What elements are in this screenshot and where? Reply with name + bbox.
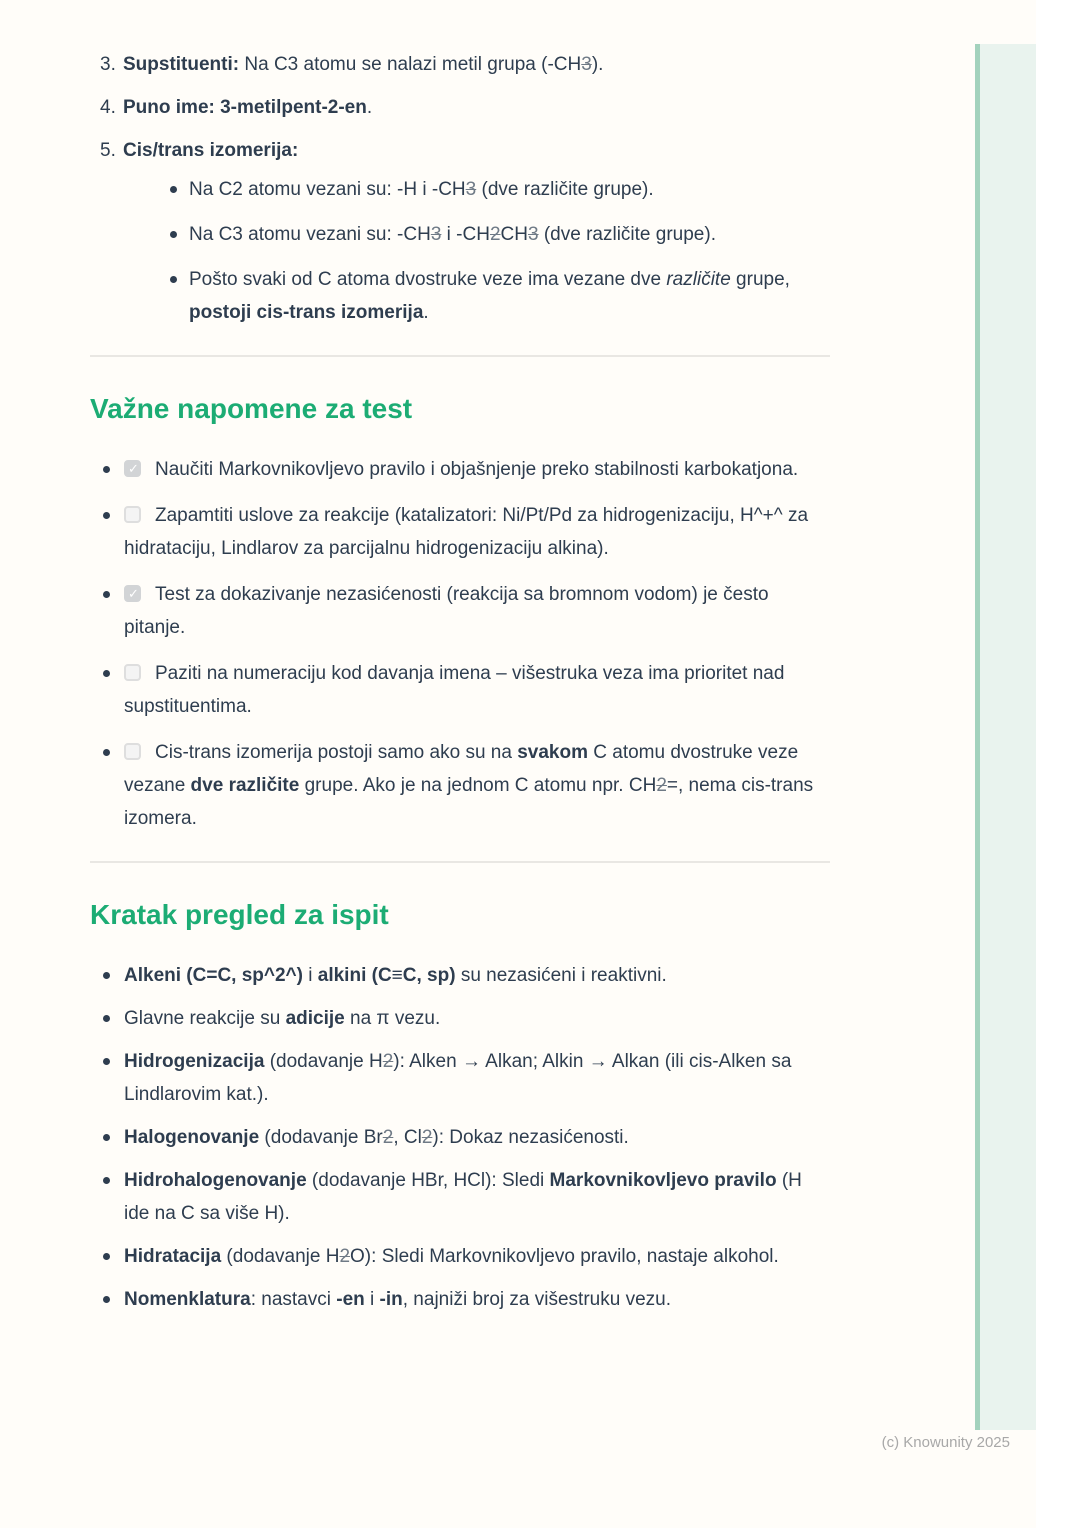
item-text: Halogenovanje (dodavanje Br2, Cl2): Dokaz nezasićenosti. (124, 1127, 629, 1148)
checklist-item (90, 578, 830, 644)
section-title-notes: Važne napomene za test (90, 393, 413, 424)
section-divider (90, 861, 830, 863)
checkbox-icon (124, 585, 141, 602)
page-footer: (c) Knowunity 2025 (881, 1434, 1010, 1451)
checklist-item (90, 453, 830, 486)
checkbox-icon (124, 460, 141, 477)
item-text: Na C3 atomu vezani su: -CH3 i -CH2CH3 (dve različite grupe). (189, 224, 716, 245)
document-content (90, 48, 830, 1326)
review-list (90, 959, 830, 1316)
item-text: Alkeni (C=C, sp^2^) i alkini (C≡C, sp) su nezasićeni i reaktivni. (124, 965, 667, 986)
item-text: Glavne reakcije su adicije na π vezu. (124, 1008, 441, 1029)
accent-bar (975, 44, 1036, 1430)
list-item-puno-ime (90, 91, 830, 124)
item-text: Na C2 atomu vezani su: -H i -CH3 (dve različite grupe). (189, 179, 654, 200)
sub-list-item (123, 218, 830, 251)
list-item (90, 1002, 830, 1035)
section-title-review: Kratak pregled za ispit (90, 899, 389, 930)
item-text: Nomenklatura: nastavci -en i -in, najniži broj za višestruku vezu. (124, 1289, 671, 1310)
item-text: Supstituenti: Na C3 atomu se nalazi metil grupa (-CH3). (123, 54, 604, 75)
checklist-item (90, 736, 830, 835)
item-text: Pošto svaki od C atoma dvostruke veze ima vezane dve različite grupe, postoji cis-trans izomerija. (189, 269, 790, 323)
numbered-list (90, 48, 830, 329)
sub-list (123, 173, 830, 329)
list-item (90, 1283, 830, 1316)
list-item (90, 1045, 830, 1111)
checkbox-icon (124, 743, 141, 760)
notes-checklist (90, 453, 830, 835)
page-right-margin (1036, 0, 1080, 1528)
checklist-item (90, 657, 830, 723)
item-number: 3. (100, 54, 116, 75)
item-text: Zapamtiti uslove za reakcije (katalizatori: Ni/Pt/Pd za hidrogenizaciju, H^+^ za hidrataciju, Lindlarov za parcijalnu hidrogenizaciju alkina). (124, 505, 809, 559)
sub-list-item (123, 173, 830, 206)
list-item (90, 1164, 830, 1230)
list-item (90, 959, 830, 992)
list-item (90, 1121, 830, 1154)
section-divider (90, 355, 830, 357)
checkbox-icon (124, 664, 141, 681)
list-item-cis-trans (90, 134, 830, 329)
sub-list-item (123, 263, 830, 329)
item-number: 5. (100, 140, 116, 161)
list-item-substituenti (90, 48, 830, 81)
checkbox-icon (124, 506, 141, 523)
checklist-item (90, 499, 830, 565)
item-text: Hidrogenizacija (dodavanje H2): Alken → Alkan; Alkin → Alkan (ili cis-Alken sa Lindlarovim kat.). (124, 1051, 792, 1105)
item-text: Cis-trans izomerija postoji samo ako su na svakom C atomu dvostruke veze vezane dve različite grupe. Ako je na jednom C atomu npr. CH2=, nema cis-trans izomera. (124, 742, 814, 829)
item-text: Naučiti Markovnikovljevo pravilo i objašnjenje preko stabilnosti karbokatjona. (155, 459, 799, 480)
item-text: Hidrohalogenovanje (dodavanje HBr, HCl): Sledi Markovnikovljevo pravilo (H ide na C sa više H). (124, 1170, 802, 1224)
item-number: 4. (100, 97, 116, 118)
item-text: Paziti na numeraciju kod davanja imena – višestruka veza ima prioritet nad supstituentima. (124, 663, 785, 717)
item-text: Cis/trans izomerija: (123, 140, 299, 161)
list-item (90, 1240, 830, 1273)
item-text: Puno ime: 3-metilpent-2-en. (123, 97, 373, 118)
item-text: Test za dokazivanje nezasićenosti (reakcija sa bromnom vodom) je često pitanje. (124, 584, 769, 638)
item-text: Hidratacija (dodavanje H2O): Sledi Markovnikovljevo pravilo, nastaje alkohol. (124, 1246, 779, 1267)
